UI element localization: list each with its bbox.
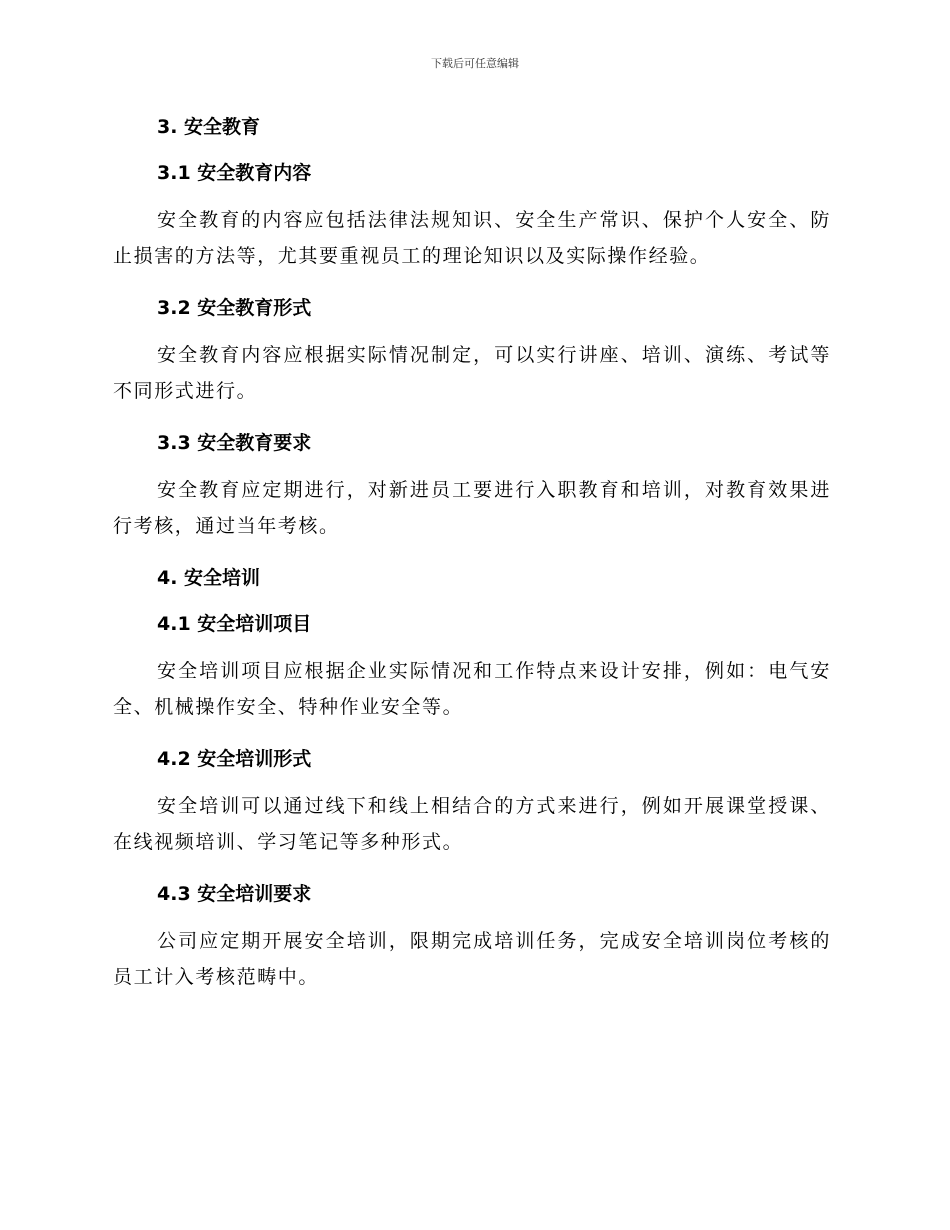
heading-section-4-1: 4.1 安全培训项目 — [157, 613, 312, 635]
heading-section-3-1: 3.1 安全教育内容 — [157, 162, 312, 184]
heading-section-3: 3. 安全教育 — [157, 116, 261, 138]
paragraph-section-4-2: 安全培训可以通过线下和线上相结合的方式来进行，例如开展课堂授课、在线视频培训、学习笔记等多种形式。 — [113, 795, 831, 853]
heading-section-3-2: 3.2 安全教育形式 — [157, 297, 312, 319]
heading-section-4-2: 4.2 安全培训形式 — [157, 748, 312, 770]
heading-section-4-3: 4.3 安全培训要求 — [157, 883, 312, 905]
paragraph-section-4-1: 安全培训项目应根据企业实际情况和工作特点来设计安排，例如：电气安全、机械操作安全、特种作业安全等。 — [113, 660, 831, 718]
paragraph-section-4-3: 公司应定期开展安全培训，限期完成培训任务，完成安全培训岗位考核的员工计入考核范畴中。 — [113, 930, 831, 988]
page-header: 下载后可任意编辑 — [431, 57, 519, 70]
paragraph-section-3-1: 安全教育的内容应包括法律法规知识、安全生产常识、保护个人安全、防止损害的方法等，尤其要重视员工的理论知识以及实际操作经验。 — [113, 209, 831, 267]
heading-section-4: 4. 安全培训 — [157, 567, 261, 589]
document-body — [113, 111, 831, 995]
heading-section-3-3: 3.3 安全教育要求 — [157, 432, 312, 454]
paragraph-section-3-2: 安全教育内容应根据实际情况制定，可以实行讲座、培训、演练、考试等不同形式进行。 — [113, 344, 831, 402]
paragraph-section-3-3: 安全教育应定期进行，对新进员工要进行入职教育和培训，对教育效果进行考核，通过当年考核。 — [113, 479, 831, 537]
